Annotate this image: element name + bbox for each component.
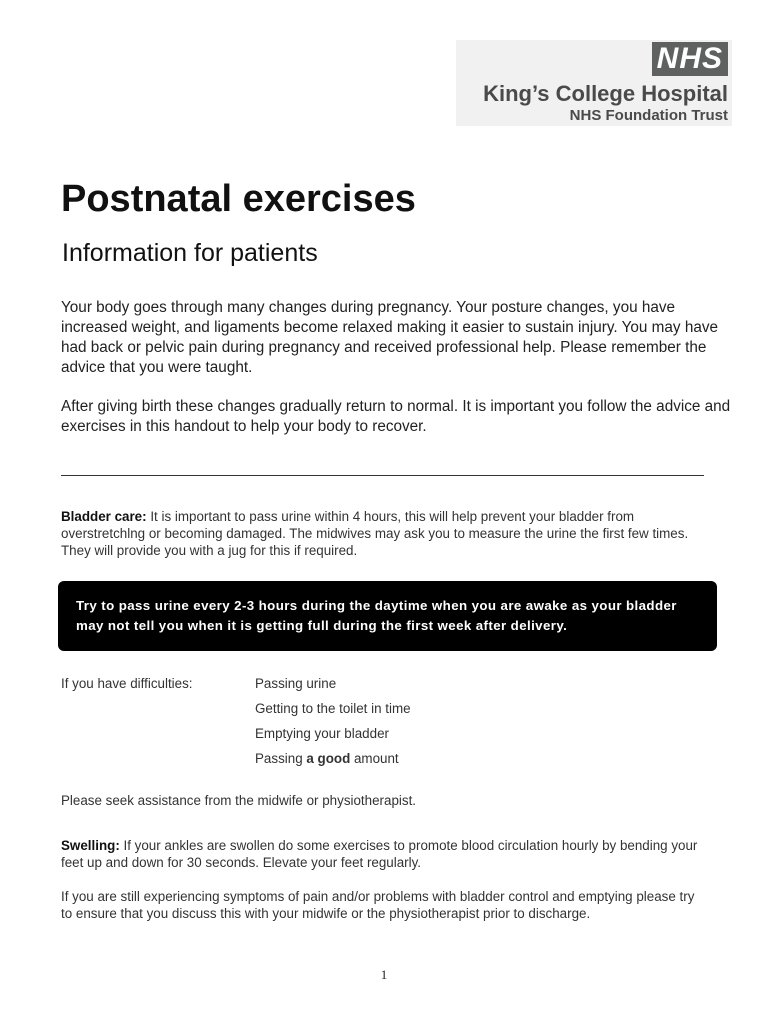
- section-divider: [61, 475, 704, 476]
- list-item-suffix: amount: [350, 751, 399, 766]
- assistance-text: Please seek assistance from the midwife or physiotherapist.: [61, 793, 417, 808]
- bladder-care-label: Bladder care:: [61, 509, 147, 524]
- page-title: Postnatal exercises: [61, 178, 416, 220]
- swelling-paragraph: [61, 837, 701, 871]
- page-number: 1: [380, 967, 388, 982]
- list-item: Getting to the toilet in time: [255, 701, 411, 716]
- symptoms-paragraph: If you are still experiencing symptoms of pain and/or problems with bladder control and emptying please try to ensure that you discuss this with your midwife or the physiotherapist prior to discharge.: [61, 889, 695, 921]
- list-item: Passing urine: [255, 676, 337, 691]
- list-item: [255, 750, 411, 775]
- hospital-name: King’s College Hospital: [483, 81, 728, 106]
- list-item-bold: a good: [306, 751, 351, 766]
- callout-text: Try to pass urine every 2-3 hours during the daytime when you are awake as your bladder may not tell you when it is getting full during the first week after delivery.: [76, 598, 677, 633]
- difficulties-label: If you have difficulties:: [61, 676, 193, 691]
- bladder-care-paragraph: [61, 508, 701, 559]
- difficulties-list: [255, 675, 411, 775]
- bladder-callout-box: [58, 581, 717, 651]
- nhs-logo: NHS: [652, 42, 728, 76]
- bladder-care-text: It is important to pass urine within 4 hours, this will help prevent your bladder from overstretchlng or becoming damaged. The midwives may ask you to measure the urine the first few times. They will provide you with a jug for this if required.: [61, 509, 689, 558]
- intro-paragraph-1: Your body goes through many changes during pregnancy. Your posture changes, you have increased weight, and ligaments become relaxed making it easier to sustain injury. You may have had back or pelvic pain during pregnancy and received professional help. Please remember the advice that you were taught.: [61, 299, 718, 376]
- list-item-prefix: Passing: [255, 751, 307, 766]
- swelling-label: Swelling:: [61, 838, 120, 853]
- swelling-text: If your ankles are swollen do some exercises to promote blood circulation hourly by bending your feet up and down for 30 seconds. Elevate your feet regularly.: [61, 838, 698, 870]
- page-subtitle: Information for patients: [62, 239, 318, 267]
- intro-paragraph-2: After giving birth these changes gradually return to normal. It is important you follow the advice and exercises in this handout to help your body to recover.: [61, 398, 731, 435]
- trust-name: NHS Foundation Trust: [569, 107, 728, 124]
- hospital-logo: [456, 40, 732, 126]
- list-item: Emptying your bladder: [255, 726, 389, 741]
